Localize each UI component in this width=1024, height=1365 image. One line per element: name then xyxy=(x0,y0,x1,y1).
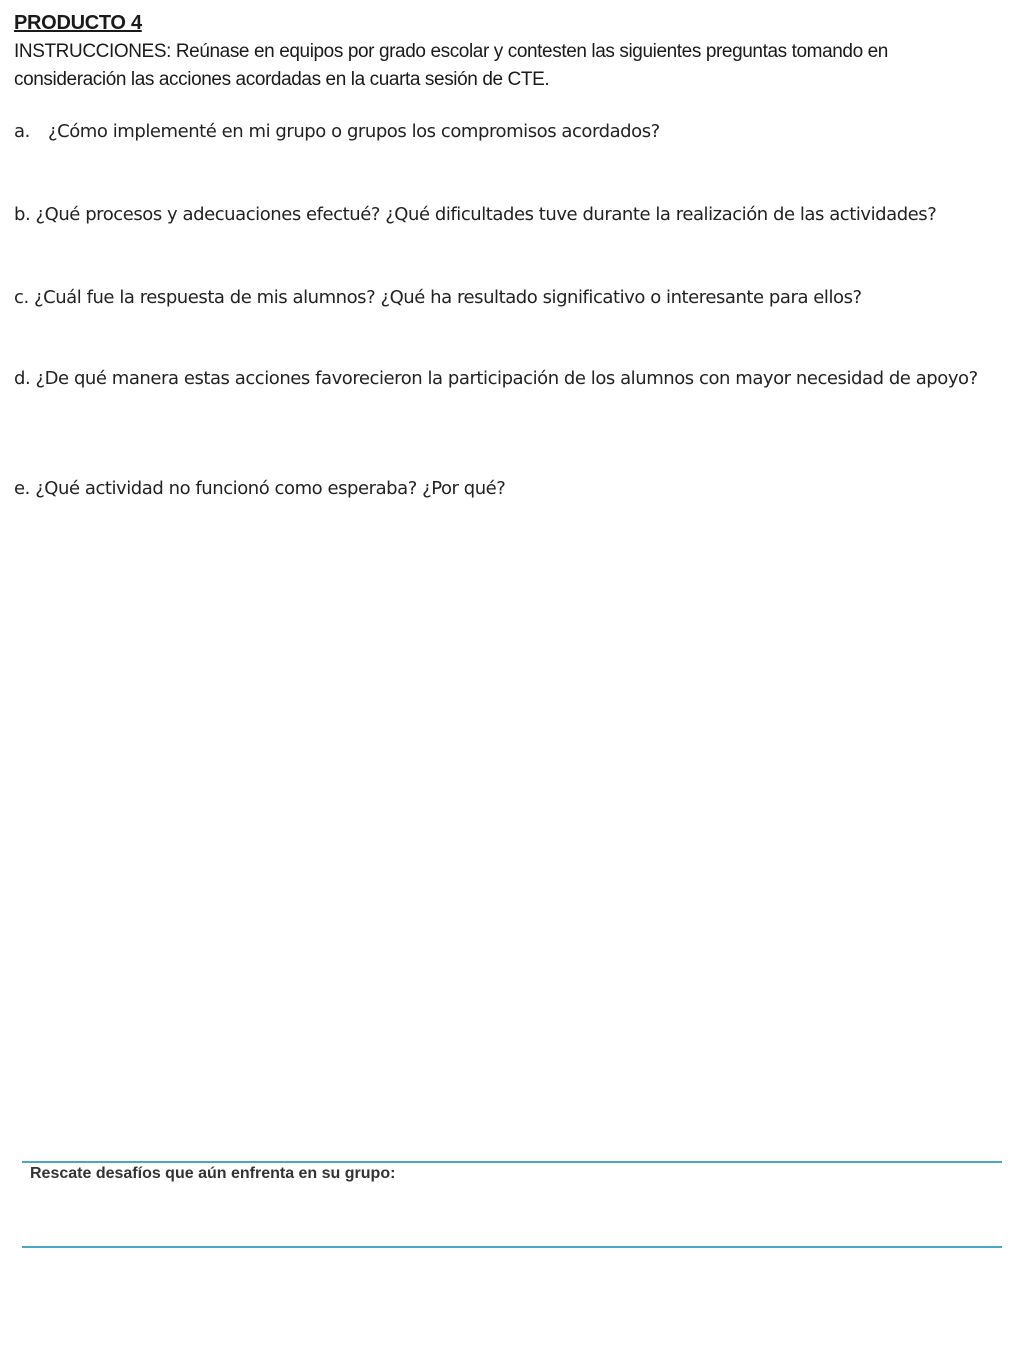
question-b xyxy=(14,202,1014,228)
question-e-marker: e. xyxy=(14,478,30,499)
question-a xyxy=(14,119,1014,145)
instructions-text: INSTRUCCIONES: Reúnase en equipos por grado escolar y contesten las siguientes preguntas tomando en consideración las acciones acordadas en la cuarta sesión de CTE. xyxy=(14,41,888,90)
question-d xyxy=(14,366,1014,392)
question-d-marker: d. xyxy=(14,368,31,389)
question-e-text: ¿Qué actividad no funcionó como esperaba? ¿Por qué? xyxy=(35,478,506,499)
question-e xyxy=(14,476,1014,502)
question-c xyxy=(14,285,1014,311)
question-c-marker: c. xyxy=(14,287,29,308)
question-a-text: ¿Cómo implementé en mi grupo o grupos los compromisos acordados? xyxy=(48,121,660,142)
question-d-text: ¿De qué manera estas acciones favorecieron la participación de los alumnos con mayor necesidad de apoyo? xyxy=(35,368,978,389)
question-b-text: ¿Qué procesos y adecuaciones efectué? ¿Qué dificultades tuve durante la realización de las actividades? xyxy=(35,204,937,225)
challenges-top-divider xyxy=(22,1161,1002,1163)
challenges-bottom-divider xyxy=(22,1246,1002,1248)
question-b-marker: b. xyxy=(14,204,31,225)
question-c-text: ¿Cuál fue la respuesta de mis alumnos? ¿Qué ha resultado significativo o interesante para ellos? xyxy=(34,287,862,308)
question-a-marker: a. xyxy=(14,121,30,142)
challenges-label: Rescate desafíos que aún enfrenta en su grupo: xyxy=(30,1165,396,1182)
page-title: PRODUCTO 4 xyxy=(14,12,142,34)
